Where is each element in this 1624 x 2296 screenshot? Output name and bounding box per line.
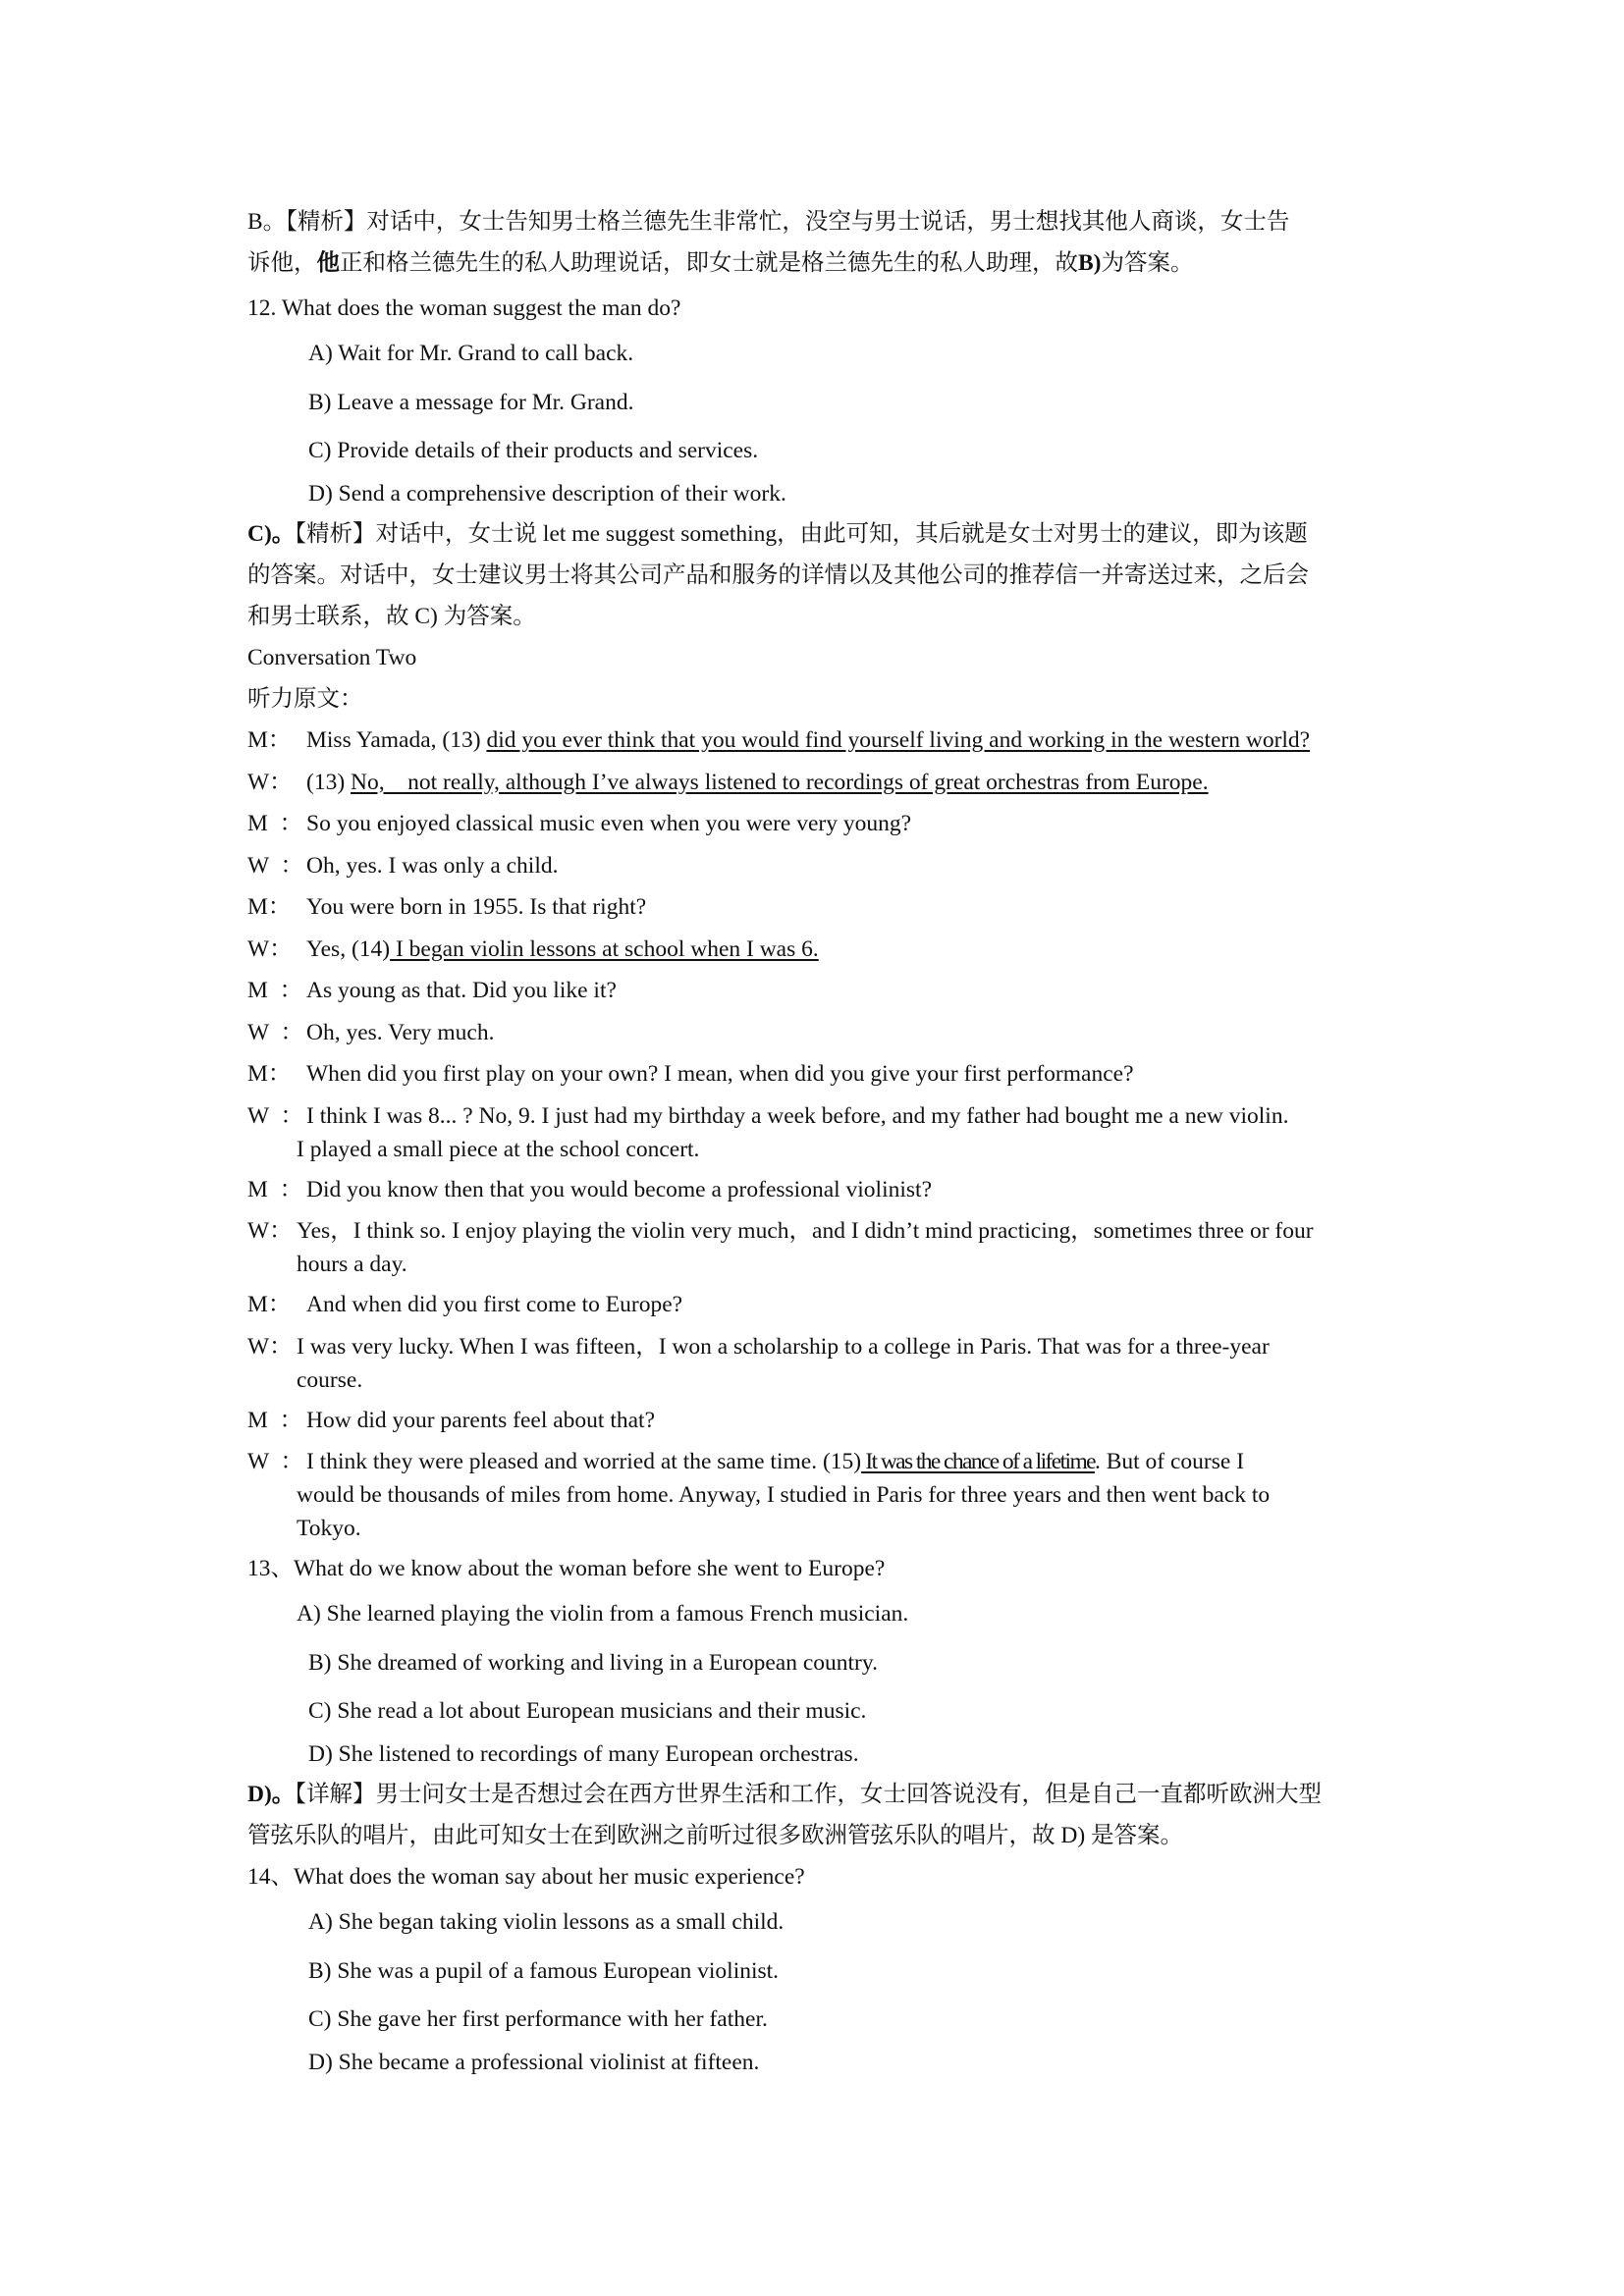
line-text: As young as that. Did you like it?: [306, 978, 617, 1003]
q12-option-b: B) Leave a message for Mr. Grand.: [308, 390, 634, 415]
transcript-line: [247, 1169, 1386, 1211]
line-text: Yes，I think so. I enjoy playing the violin very much，and I didn’t mind practicing，sometimes three or four: [297, 1218, 1314, 1244]
line-text: Oh, yes. Very much.: [306, 1019, 495, 1045]
line-text: I was very lucky. When I was fifteen，I won a scholarship to a college in Paris. That was for a three-year: [297, 1333, 1270, 1360]
q13-option-d: D) She listened to recordings of many European orchestras.: [308, 1741, 859, 1767]
q13-answer: D)。: [247, 1782, 296, 1807]
q14-option-b: B) She was a pupil of a famous European violinist.: [308, 1958, 780, 1984]
q11-analysis-bold: 他: [316, 250, 340, 276]
q12-analysis-line-2: 的答案。对话中，女士建议男士将其公司产品和服务的详情以及其他公司的推荐信一并寄送过来，之后会: [247, 562, 1309, 588]
speaker-label: W：: [247, 1218, 293, 1244]
line-text: Did you know then that you would become a professional violinist?: [306, 1176, 933, 1202]
q11-analysis-text: 诉他，: [247, 250, 317, 276]
q13-question: 13、What do we know about the woman before she went to Europe?: [247, 1556, 886, 1581]
q11-analysis-line-2: [247, 242, 1386, 284]
q12-analysis-text: 【精析】对话中，女士说 let me suggest something，由此可知，其后就是女士对男士的建议，即为该题: [295, 521, 1308, 547]
line-text: I think I was 8... ? No, 9. I just had my birthday a week before, and my father had bought me a new violin.: [306, 1102, 1289, 1129]
q13-analysis-line-1: [247, 1774, 1386, 1815]
transcript-line: [247, 1326, 1386, 1400]
line-text: . But of course I: [1094, 1449, 1245, 1474]
speaker-label: W：: [247, 1333, 293, 1360]
q12-analysis-line-3: 和男士联系，故 C) 为答案。: [247, 604, 536, 629]
speaker-label: W：: [247, 935, 293, 962]
transcript-line: [247, 929, 1386, 971]
underlined-text: I began violin lessons at school when I was 6.: [390, 935, 819, 962]
line-text: Tokyo.: [297, 1516, 361, 1541]
line-text: You were born in 1955. Is that right?: [306, 894, 647, 920]
q14-option-d: D) She became a professional violinist at fifteen.: [308, 2050, 760, 2075]
document-page: [247, 201, 1386, 2082]
transcript-line: [247, 762, 1386, 804]
line-text: would be thousands of miles from home. Anyway, I studied in Paris for three years and then went back to: [297, 1482, 1271, 1508]
transcript-line: [247, 803, 1386, 845]
speaker-label: M：: [247, 1061, 292, 1087]
q12-options: [247, 329, 1386, 513]
transcript-label: 听力原文：: [247, 686, 363, 712]
speaker-label: W ：: [247, 852, 304, 879]
q12-option-d: D) Send a comprehensive description of their work.: [308, 481, 786, 507]
line-text: Oh, yes. I was only a child.: [306, 852, 559, 879]
transcript-line: [247, 1210, 1386, 1284]
transcript-line: [247, 1053, 1386, 1095]
line-text: And when did you first come to Europe?: [306, 1292, 683, 1317]
speaker-label: W：: [247, 769, 293, 795]
q13-option-c: C) She read a lot about European musicians and their music.: [308, 1698, 867, 1724]
q12-analysis-line-1: [247, 513, 1386, 555]
transcript-line: [247, 886, 1386, 929]
underlined-text: did you ever think that you would find yourself living and working in the western world?: [486, 727, 1311, 753]
q14-question: 14、What does the woman say about her music experience?: [247, 1864, 805, 1890]
line-text: course.: [297, 1366, 363, 1393]
line-text: Yes, (14): [306, 935, 391, 962]
q11-answer: B): [1078, 250, 1102, 276]
speaker-label: W ：: [247, 1449, 304, 1474]
q14-option-c: C) She gave her first performance with her father.: [308, 2006, 768, 2032]
speaker-label: M ：: [247, 1407, 303, 1433]
q12-option-c: C) Provide details of their products and services.: [308, 438, 759, 463]
q14-option-a: A) She began taking violin lessons as a small child.: [308, 1909, 785, 1935]
line-text: hours a day.: [297, 1252, 407, 1277]
speaker-label: W ：: [247, 1102, 304, 1129]
q12-option-a: A) Wait for Mr. Grand to call back.: [308, 341, 634, 366]
transcript-line: [247, 1400, 1386, 1442]
transcript-line: [247, 970, 1386, 1012]
q14-options: [247, 1897, 1386, 2082]
line-text: I think they were pleased and worried at the same time. (15): [306, 1449, 862, 1474]
speaker-label: M ：: [247, 978, 303, 1003]
q13-option-b: B) She dreamed of working and living in a European country.: [308, 1650, 878, 1676]
transcript: [247, 720, 1386, 1548]
q12-answer: C)。: [247, 521, 296, 547]
q13-options: [247, 1589, 1386, 1774]
underlined-text: It was the chance of a lifetime: [861, 1449, 1095, 1474]
transcript-line: [247, 1284, 1386, 1326]
q13-option-a: A) She learned playing the violin from a famous French musician.: [297, 1601, 909, 1627]
q11-analysis-text: 正和格兰德先生的私人助理说话，即女士就是格兰德先生的私人助理，故: [340, 250, 1078, 276]
transcript-line: [247, 1441, 1386, 1548]
underlined-text: No, not really, although I’ve always listened to recordings of great orchestras from Europe.: [351, 769, 1209, 795]
q11-analysis-line-1: B。【精析】对话中，女士告知男士格兰德先生非常忙，没空与男士说话，男士想找其他人商谈，女士告: [247, 209, 1290, 235]
speaker-label: M：: [247, 894, 292, 920]
speaker-label: W ：: [247, 1019, 304, 1045]
line-text: How did your parents feel about that?: [306, 1407, 656, 1433]
line-text: When did you first play on your own? I mean, when did you give your first performance?: [306, 1061, 1134, 1087]
q11-analysis-text: 为答案。: [1101, 250, 1194, 276]
transcript-line: [247, 1095, 1386, 1169]
transcript-line: [247, 1012, 1386, 1054]
transcript-line: [247, 720, 1386, 762]
q12-question: 12. What does the woman suggest the man do?: [247, 295, 681, 321]
speaker-label: M：: [247, 727, 292, 753]
transcript-line: [247, 845, 1386, 887]
speaker-label: M ：: [247, 811, 303, 836]
line-text: So you enjoyed classical music even when you were very young?: [306, 811, 912, 836]
line-text: Miss Yamada, (13): [306, 727, 487, 753]
speaker-label: M：: [247, 1292, 292, 1317]
line-text: I played a small piece at the school concert.: [297, 1136, 700, 1162]
line-text: (13): [306, 769, 352, 795]
q13-analysis-text: 【详解】男士问女士是否想过会在西方世界生活和工作，女士回答说没有，但是自己一直都听欧洲大型: [295, 1782, 1323, 1807]
q13-analysis-line-2: 管弦乐队的唱片，由此可知女士在到欧洲之前听过很多欧洲管弦乐队的唱片，故 D) 是答案。: [247, 1823, 1184, 1848]
conversation-title: Conversation Two: [247, 645, 417, 670]
speaker-label: M ：: [247, 1176, 303, 1202]
